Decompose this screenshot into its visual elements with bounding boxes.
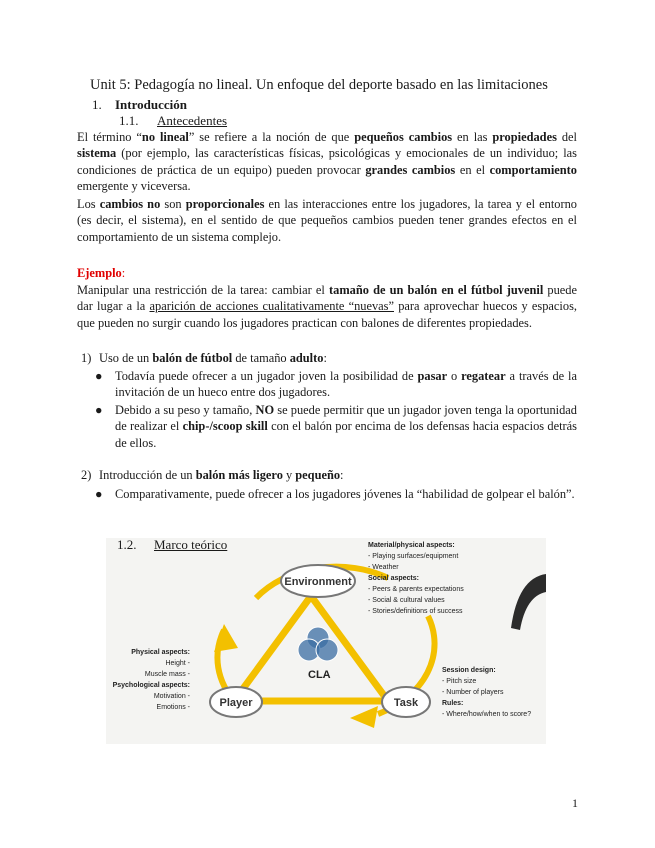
subsection-heading-antecedentes <box>119 113 227 129</box>
numbered-item-1: 1) Uso de un balón de fútbol de tamaño adulto: <box>81 351 327 365</box>
diagram-note-line: Muscle mass - <box>144 671 190 678</box>
section-number: 1. <box>92 97 102 112</box>
diagram-note-line: - Where/how/when to score? <box>442 711 532 718</box>
player-notes <box>113 649 191 711</box>
diagram-note-line: Height - <box>165 660 190 667</box>
document-title: Unit 5: Pedagogía no lineal. Un enfoque del deporte basado en las limitaciones <box>90 77 548 93</box>
diagram-note-line: - Playing surfaces/equipment <box>368 553 459 560</box>
subsection-number: 1.1. <box>119 113 139 128</box>
diagram-note-line: Session design: <box>442 667 496 674</box>
environment-notes <box>368 542 464 615</box>
bullet-dot: ● <box>95 403 103 417</box>
subsection-label: Marco teórico <box>154 537 228 552</box>
cla-center-label: CLA <box>308 669 331 681</box>
diagram-note-line: Physical aspects: <box>131 649 190 656</box>
diagram-note-line: Emotions - <box>156 704 190 711</box>
decorative-swoosh <box>511 574 546 630</box>
paragraph-cambios-no-proporcionales: Los cambios no son proporcionales en las interacciones entre los jugadores, la tarea y el entorno (es decir, el sistema), en el sentido de que pequeños cambios pueden tener grandes efectos en el comportamiento de un sistema complejo. <box>77 197 577 244</box>
diagram-note-line: Motivation - <box>153 693 190 700</box>
diagram-note-line: - Peers & parents expectations <box>368 586 464 593</box>
paragraph-no-lineal: El término “no lineal” se refiere a la noción de que pequeños cambios en las propiedades del sistema (por ejemplo, las características físicas, psicológicas y emocionales de un individuo; las condiciones de práctica de un equipo) pueden provocar grandes cambios en el comportamiento emergente y viceversa. <box>77 130 577 194</box>
page-number: 1 <box>572 796 578 810</box>
diagram-note-line: Social aspects: <box>368 575 419 582</box>
section-label: Introducción <box>115 97 187 112</box>
bullet-item-1 <box>95 368 577 401</box>
bullet-text: Debido a su peso y tamaño, NO se puede permitir que un jugador joven tenga la oportunidad de realizar el chip-/scoop skill con el balón por encima de los defensas hacia espacios detrás de ellos. <box>115 403 578 450</box>
section-heading-introduccion <box>92 97 187 113</box>
paragraph-example: Manipular una restricción de la tarea: cambiar el tamaño de un balón en el fútbol juvenil puede dar lugar a la aparición de acciones cualitativamente “nuevas” para aprovechar huecos y espacios, que pueden no surgir cuando los jugadores practican con balones de diferentes propiedades. <box>77 283 578 330</box>
diagram-note-line: Material/physical aspects: <box>368 542 455 549</box>
diagram-note-line: - Social & cultural values <box>368 597 445 604</box>
diagram-note-line: - Stories/definitions of success <box>368 608 463 615</box>
diagram-note-line: - Pitch size <box>442 678 477 685</box>
player-label: Player <box>219 697 253 709</box>
task-label: Task <box>393 697 419 709</box>
task-notes <box>442 667 531 718</box>
subsection-label: Antecedentes <box>157 113 228 128</box>
venn-circle-right <box>316 639 338 661</box>
bullet-item-3 <box>95 486 577 502</box>
bullet-item-2 <box>95 402 577 451</box>
bullet-text: Todavía puede ofrecer a un jugador joven la posibilidad de pasar o regatear a través de la invitación de un hueco entre dos jugadores. <box>115 369 577 400</box>
diagram-note-line: Psychological aspects: <box>112 682 190 689</box>
subsection-heading-marco-teorico <box>117 537 227 553</box>
bullet-dot: ● <box>95 487 103 501</box>
subsection-number: 1.2. <box>117 537 137 552</box>
bullet-text: Comparativamente, puede ofrecer a los jugadores jóvenes la “habilidad de golpear el balón”. <box>115 487 575 501</box>
bullet-dot: ● <box>95 369 103 383</box>
numbered-item-2: 2) Introducción de un balón más ligero y pequeño: <box>81 468 344 482</box>
environment-label: Environment <box>284 576 352 588</box>
cla-diagram <box>106 538 546 744</box>
diagram-note-line: Rules: <box>442 700 464 707</box>
arrow-head-right <box>350 706 378 728</box>
diagram-note-line: - Number of players <box>442 689 504 696</box>
example-label: Ejemplo: <box>77 266 126 280</box>
diagram-note-line: - Weather <box>368 564 399 571</box>
